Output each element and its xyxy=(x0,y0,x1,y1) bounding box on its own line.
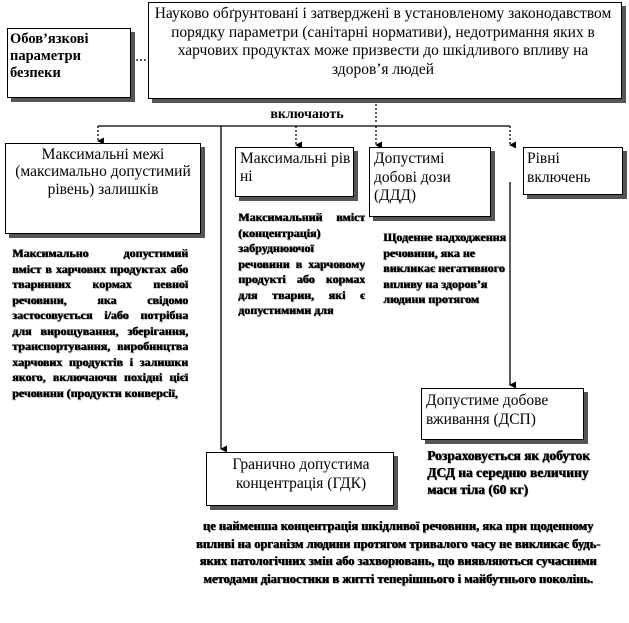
mandatory-parameters-title: Обов’язкові параметри безпеки xyxy=(10,31,89,82)
includes-label: включають xyxy=(270,107,344,122)
max-levels-title: Максимальні рівні xyxy=(240,150,351,185)
mac-title: Гранично допустима концентрація (ГДК) xyxy=(232,456,370,492)
adi-description: Щоденне надходження речовини, яка не викликає негативного впливу на здоров’я людини протягом xyxy=(383,230,506,306)
adi-intake-title: Допустиме добове вживання (ДСП) xyxy=(426,392,549,429)
mrl-title: Максимальні межі (максимально допустимий рівень) залишків xyxy=(15,146,191,198)
max-levels-description: Максимальний вміст (концентрація) забруднюючої речовини в харчовому продукті або кормах для тварин, які є допустимими для xyxy=(238,210,365,317)
adi-title: Допустимі добові дози (ДДД) xyxy=(374,150,451,205)
mac-description: це найменша концентрація шкідливої речовини, яка при щоденному впливі на організм людини протягом тривалого часу не викликає будь-яких патологічних змін або захворювань, що виявляються сучасними методами діагностики в житті теперішнього і майбутнього поколінь. xyxy=(195,519,601,586)
mrl-description: Максимально допустимий вміст в харчових продуктах або тваринних кормах певної речовини, яка свідомо застосовується і/або потрібна для вирощування, зберігання, транспортування, виробництва харчових продуктів і залишки якого, включаючи похідні цієї речовини (продукти конверсії, xyxy=(12,246,188,400)
inclusion-levels-title: Рівні включень xyxy=(527,150,591,186)
adi-intake-description: Розраховується як добуток ДСД на середню величину маси тіла (60 кг) xyxy=(427,448,590,497)
definition-text: Науково обґрунтовані і затверджені в установленому законодавством порядку параметри (санітарні нормативи), недотримання яких в харчових продуктах може призвести до шкідливого впливу на здоров’я людей xyxy=(154,5,612,78)
